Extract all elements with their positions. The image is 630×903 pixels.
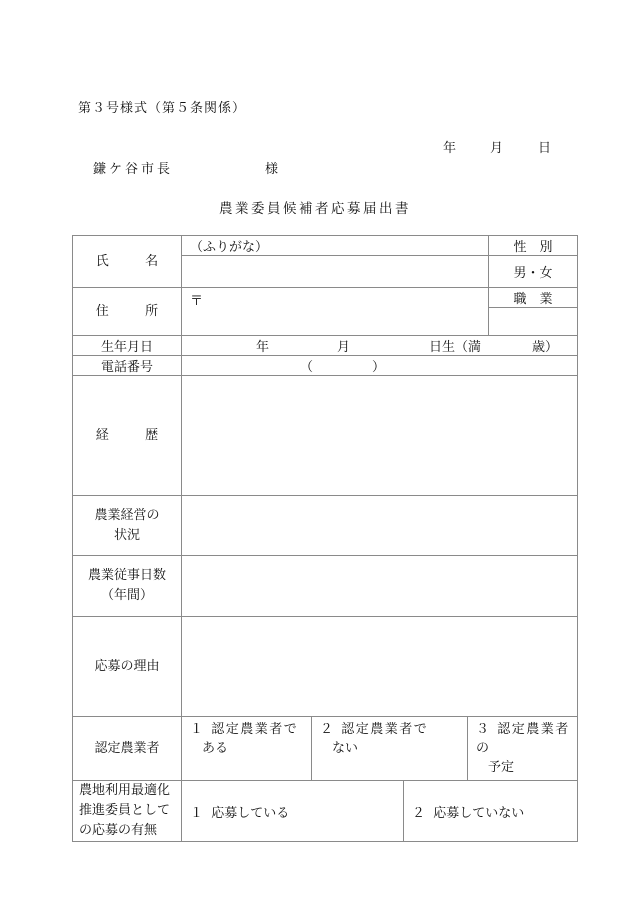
- dob-day-born: 日生（満: [429, 340, 482, 355]
- certified-option-3[interactable]: [468, 717, 578, 781]
- name-label-cell: [73, 236, 182, 288]
- career-label: 経 歴: [95, 427, 170, 443]
- name-label: 氏 名: [95, 253, 170, 269]
- date-month-label: 月: [490, 141, 504, 156]
- date-year-label: 年: [443, 141, 457, 156]
- career-label-cell: [73, 376, 182, 496]
- promotion-option-1-text: 応募している: [211, 805, 290, 821]
- occupation-field[interactable]: [489, 308, 578, 336]
- reason-label: 応募の理由: [94, 658, 160, 674]
- phone-paren-close: ）: [372, 360, 386, 375]
- address-label-cell: [73, 288, 182, 336]
- dob-field[interactable]: [182, 336, 578, 356]
- certified-option-2-line1: 認定農業者で: [341, 722, 429, 737]
- certified-option-3-line1: 認定農業者の: [476, 722, 570, 756]
- farm-days-label-line2: （年間）: [100, 588, 153, 603]
- addressee: 鎌ケ谷市長: [93, 162, 174, 177]
- occupation-label-cell: [489, 288, 578, 308]
- dob-year: 年: [256, 340, 270, 355]
- sex-label-cell: [489, 236, 578, 256]
- honorific: 様: [265, 162, 279, 177]
- name-field[interactable]: [182, 256, 489, 288]
- phone-label-cell: [73, 356, 182, 376]
- sex-value-cell[interactable]: [489, 256, 578, 288]
- certified-option-2-num: ２: [320, 722, 334, 737]
- address-label: 住 所: [95, 303, 170, 319]
- furigana-label: （ふりがな）: [190, 240, 269, 255]
- promotion-label-line1: 農地利用最適化: [79, 783, 171, 798]
- certified-option-3-num: ３: [476, 722, 490, 737]
- reason-label-cell: [73, 617, 182, 717]
- promotion-label-cell: [73, 781, 182, 842]
- certified-option-1[interactable]: [182, 717, 312, 781]
- address-field[interactable]: [182, 288, 489, 336]
- certified-option-1-num: １: [190, 722, 204, 737]
- promotion-label-line3: の応募の有無: [79, 823, 158, 838]
- sex-label: 性 別: [513, 240, 553, 255]
- phone-label: 電話番号: [100, 360, 153, 375]
- furigana-field[interactable]: [182, 236, 489, 256]
- form-number-label: 第３号様式（第５条関係）: [78, 101, 247, 116]
- farm-status-label-line1: 農業経営の: [94, 507, 160, 523]
- application-form-table: [72, 235, 578, 842]
- dob-label: 生年月日: [100, 340, 153, 355]
- phone-field[interactable]: [182, 356, 578, 376]
- phone-paren-open: （: [300, 360, 314, 375]
- certified-option-3-line2: 予定: [488, 760, 515, 775]
- farm-status-field[interactable]: [182, 496, 578, 556]
- promotion-option-2-num: ２: [412, 805, 426, 821]
- certified-option-2[interactable]: [312, 717, 468, 781]
- promotion-option-1-num: １: [190, 805, 204, 821]
- reason-field[interactable]: [182, 617, 578, 717]
- date-day-label: 日: [538, 141, 552, 156]
- sex-value: 男・女: [513, 266, 553, 281]
- promotion-option-2[interactable]: [404, 781, 578, 842]
- promotion-label-line2: 推進委員として: [79, 803, 171, 818]
- farm-days-label-line1: 農業従事日数: [87, 568, 166, 583]
- dob-age: 歳）: [532, 340, 559, 355]
- dob-month: 月: [337, 340, 351, 355]
- farm-status-label-line2: 状況: [113, 527, 140, 543]
- farm-days-field[interactable]: [182, 556, 578, 617]
- certified-option-1-line1: 認定農業者で: [211, 722, 299, 737]
- certified-option-2-line2: ない: [332, 741, 359, 756]
- farm-days-label-cell: [73, 556, 182, 617]
- document-title: 農業委員候補者応募届出書: [219, 201, 411, 217]
- certified-label: 認定農業者: [94, 740, 160, 756]
- promotion-option-2-text: 応募していない: [433, 805, 525, 821]
- certified-option-1-line2: ある: [202, 741, 229, 756]
- date-line: [0, 137, 630, 155]
- farm-status-label-cell: [73, 496, 182, 556]
- certified-label-cell: [73, 717, 182, 781]
- postal-mark: 〒: [190, 294, 204, 309]
- occupation-label: 職 業: [513, 292, 553, 307]
- promotion-option-1[interactable]: [182, 781, 404, 842]
- career-field[interactable]: [182, 376, 578, 496]
- dob-label-cell: [73, 336, 182, 356]
